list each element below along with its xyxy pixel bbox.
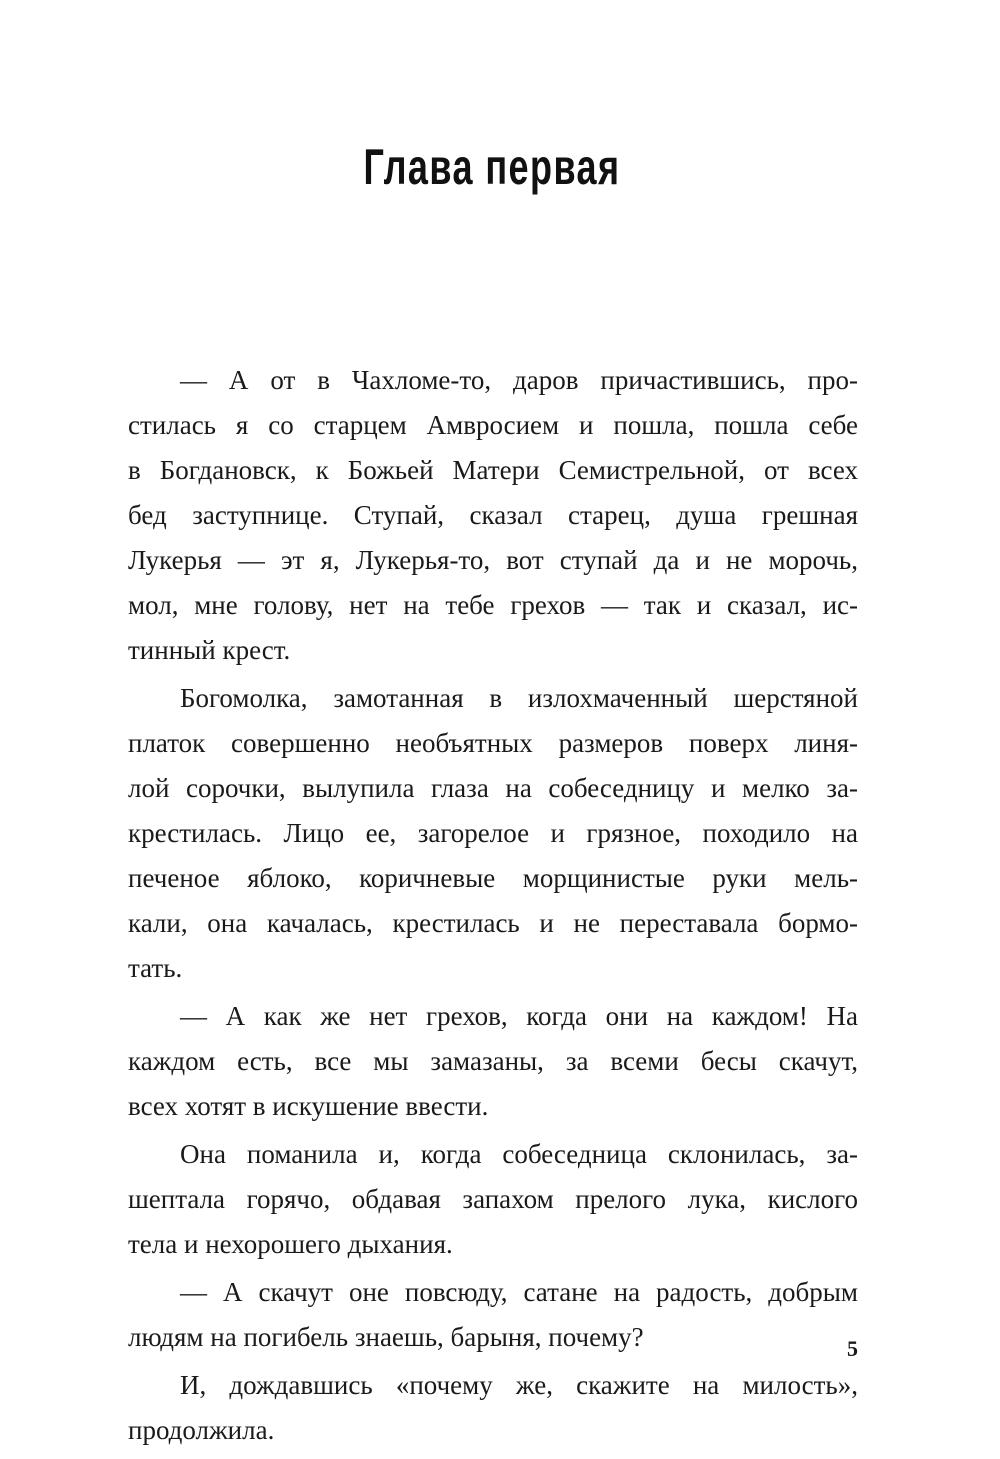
text-line: продолжила. (128, 1415, 275, 1445)
text-line: Она поманила и, когда собеседница склонилась, за- (180, 1139, 858, 1169)
text-line: кали, она качалась, крестилась и не переставала бормо- (128, 908, 858, 938)
paragraph (128, 994, 858, 1129)
text-line: Богомолка, замотанная в излохмаченный шерстяной (180, 683, 858, 713)
text-line: в Богдановск, к Божьей Матери Семистрельной, от всех (128, 455, 858, 485)
text-line: платок совершенно необъятных размеров поверх линя- (128, 728, 858, 758)
text-line: печеное яблоко, коричневые морщинистые руки мель- (128, 863, 858, 893)
text-line: тать. (128, 953, 183, 983)
paragraph (128, 1363, 858, 1453)
text-line: — А скачут оне повсюду, сатане на радость, добрым (180, 1277, 858, 1307)
text-line: мол, мне голову, нет на тебе грехов — так и сказал, ис- (128, 590, 858, 620)
text-line: лой сорочки, вылупила глаза на собеседницу и мелко за- (128, 773, 858, 803)
paragraph (128, 358, 858, 673)
text-line: тела и нехорошего дыхания. (128, 1229, 453, 1259)
paragraph (128, 1132, 858, 1267)
chapter-title: Глава первая (363, 139, 621, 195)
text-line: тинный крест. (128, 635, 291, 665)
text-line: крестилась. Лицо ее, загорелое и грязное, походило на (128, 818, 858, 848)
text-line: всех хотят в искушение ввести. (128, 1091, 489, 1121)
paragraph (128, 676, 858, 991)
text-line: — А как же нет грехов, когда они на каждом! На (180, 1001, 858, 1031)
text-line: каждом есть, все мы замазаны, за всеми бесы скачут, (128, 1046, 858, 1076)
text-line: И, дождавшись «почему же, скажите на милость», (180, 1370, 858, 1400)
text-line: шептала горячо, обдавая запахом прелого лука, кислого (128, 1184, 858, 1214)
paragraph (128, 1270, 858, 1360)
body-text (128, 358, 858, 1453)
text-line: — А от в Чахломе-то, даров причастившись, про- (180, 365, 858, 395)
text-line: людям на погибель знаешь, барыня, почему? (128, 1322, 644, 1352)
text-line: бед заступнице. Ступай, сказал старец, душа грешная (128, 500, 858, 530)
text-line: стилась я со старцем Амвросием и пошла, пошла себе (128, 410, 858, 440)
page-number: 5 (847, 1336, 858, 1361)
text-line: Лукерья — эт я, Лукерья-то, вот ступай да и не морочь, (128, 545, 858, 575)
